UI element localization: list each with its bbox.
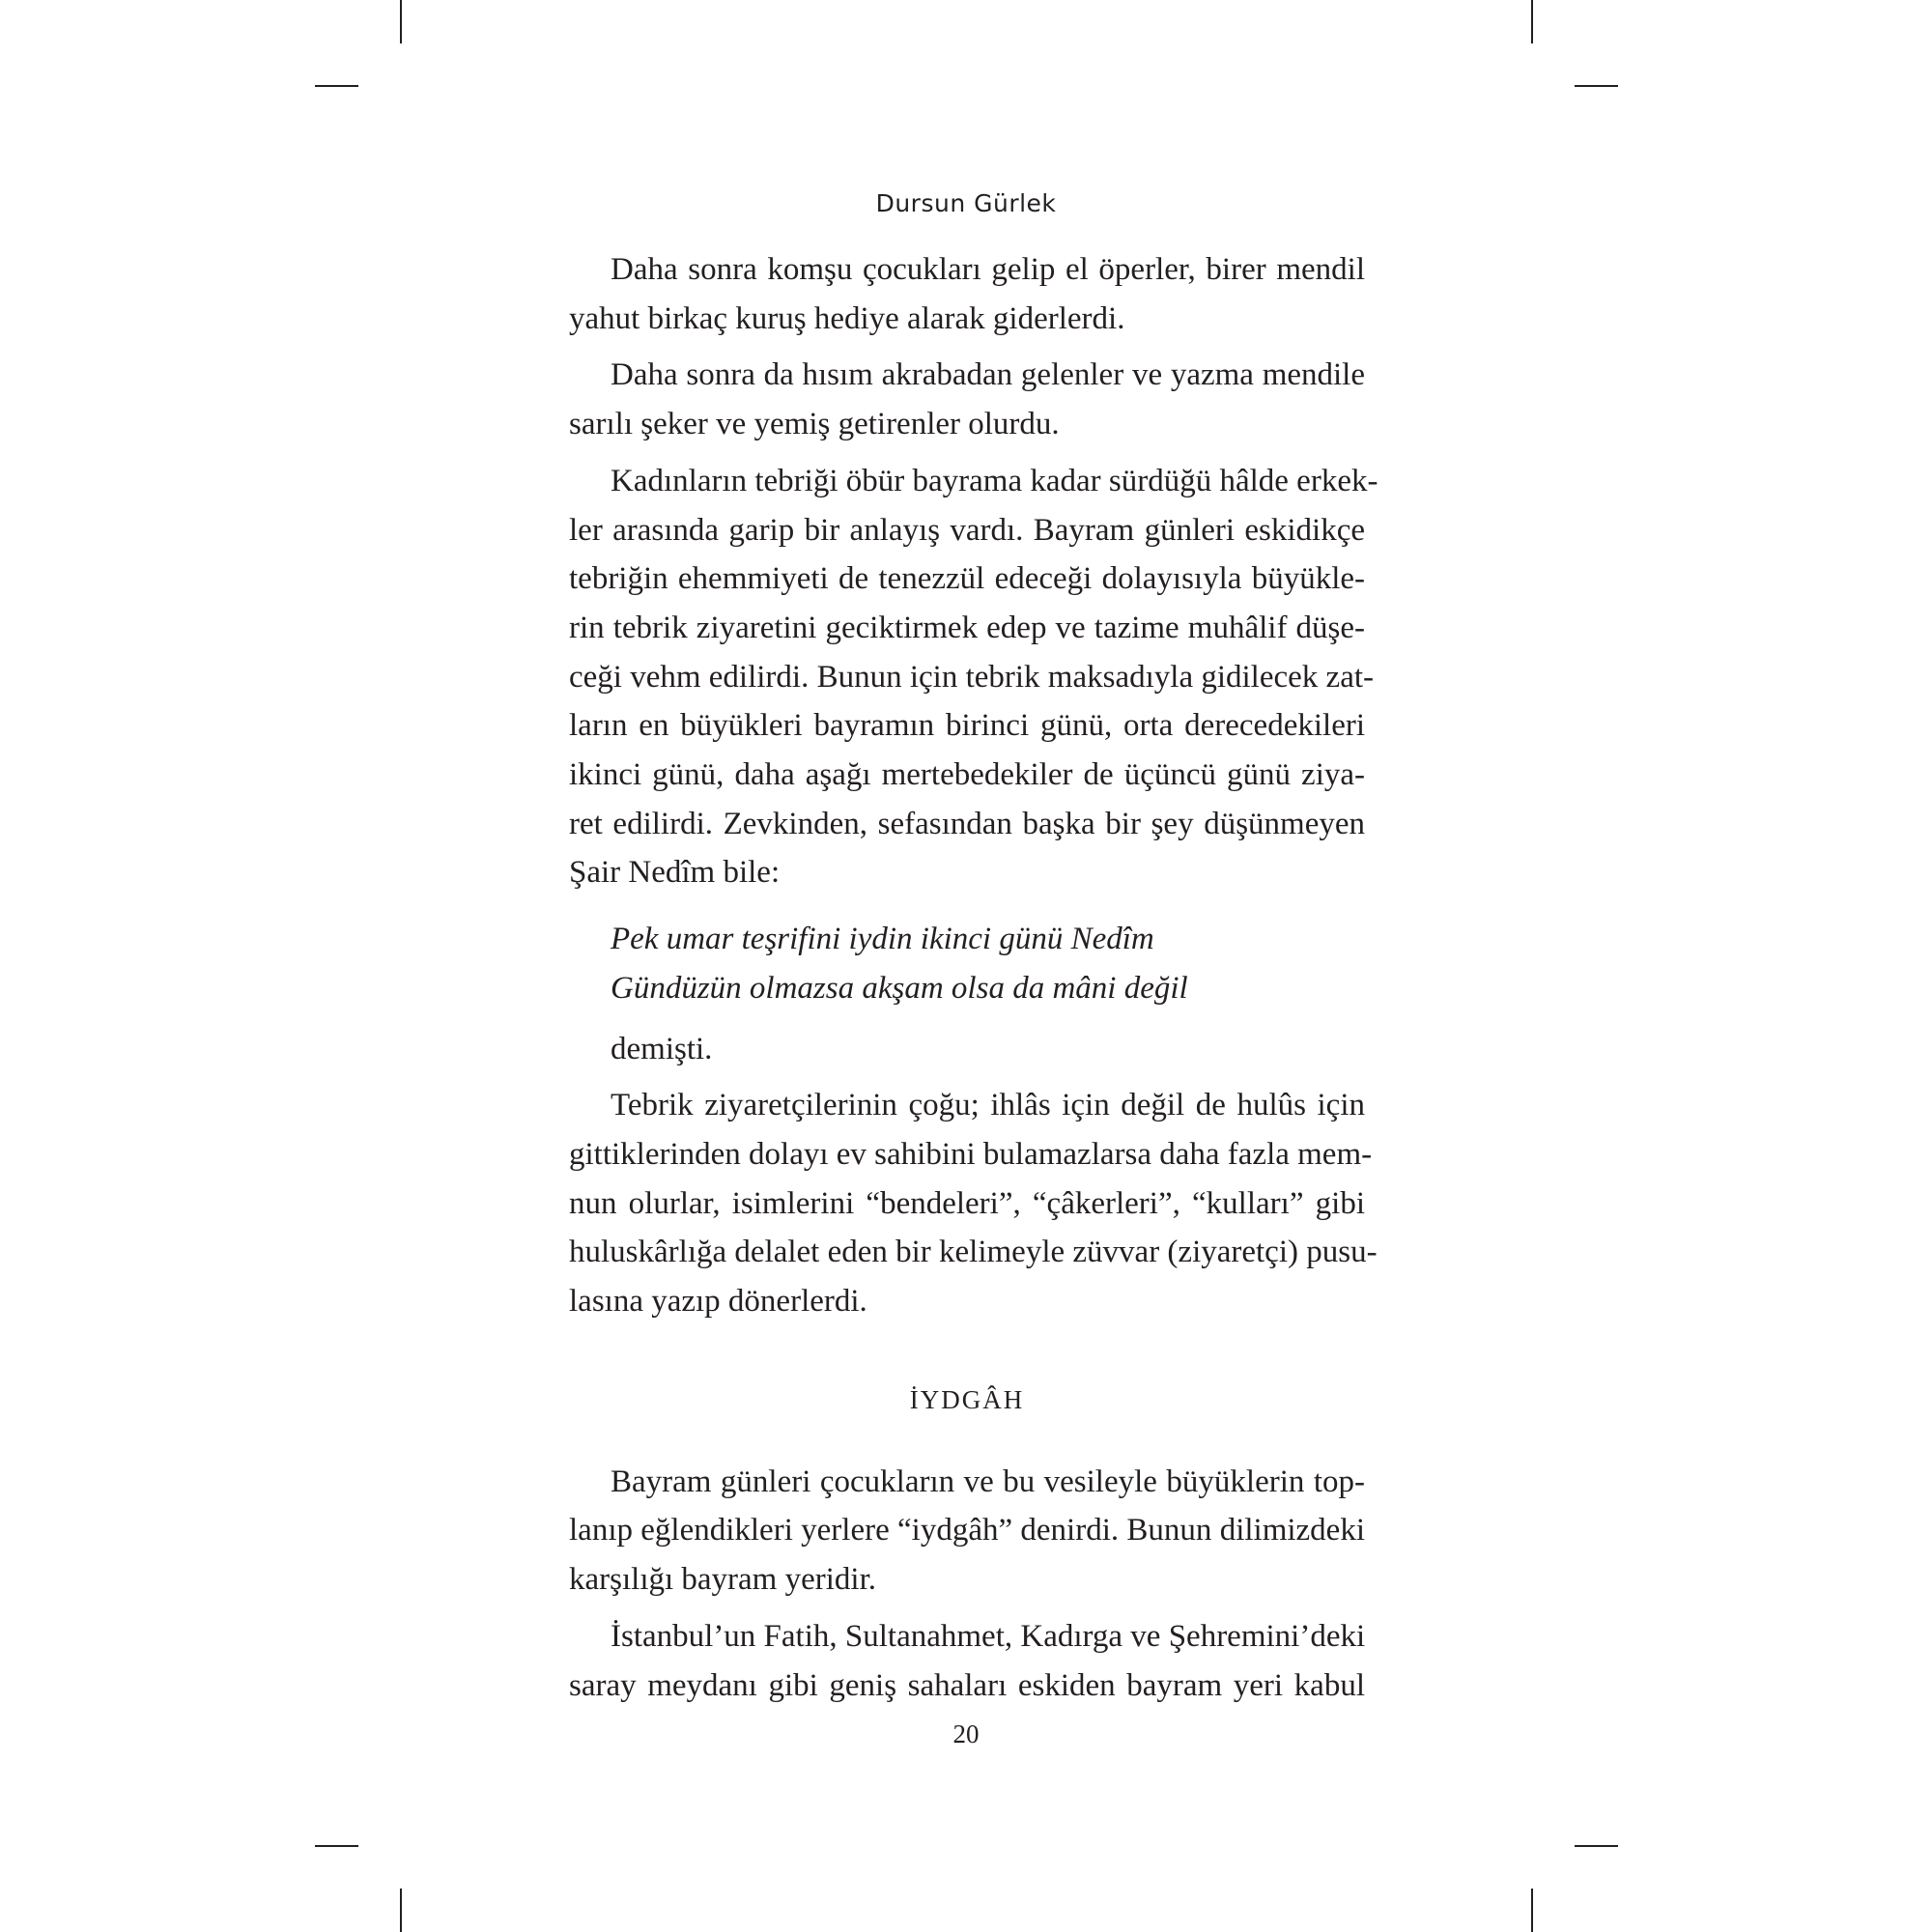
text-line: ların en büyükleri bayramın birinci günü, orta derecedekileri [569,708,1365,744]
crop-mark [315,85,358,87]
running-head-author: Dursun Gürlek [875,189,1057,217]
paragraph [569,1458,1365,1605]
text-line: Daha sonra da hısım akrabadan gelenler ve yazma mendile [611,357,1365,393]
text-line: Şair Nedîm bile: [569,855,781,891]
page-body [569,245,1378,1710]
text-line: lasına yazıp dönerlerdi. [569,1284,867,1320]
verse-continuation: demişti. [611,1031,713,1066]
text-line: ikinci günü, daha aşağı mertebedekiler de üçüncü günü ziya- [569,757,1365,793]
verse-line: Gündüzün olmazsa akşam olsa da mâni değil [611,970,1188,1006]
text-line: Tebrik ziyaretçilerinin çoğu; ihlâs için değil de hulûs için [611,1088,1365,1123]
text-line: ret edilirdi. Zevkinden, sefasından başka bir şey düşünmeyen [569,806,1365,841]
crop-mark [1575,85,1618,87]
text-line: İstanbul’un Fatih, Sultanahmet, Kadırga ve Şehremini’deki [611,1618,1366,1654]
paragraph [569,1081,1378,1326]
verse-quote [569,915,1365,1012]
text-line: lanıp eğlendikleri yerlere “iydgâh” denirdi. Bunun dilimizdeki [569,1513,1365,1548]
text-line: gittiklerinden dolayı ev sahibini bulamazlarsa daha fazla mem- [569,1136,1373,1172]
crop-mark [400,0,402,43]
verse-line: Pek umar teşrifini iydin ikinci günü Nedîm [611,922,1154,957]
text-line: Daha sonra komşu çocukları gelip el öperler, birer mendil [611,252,1365,287]
crop-mark [400,1889,402,1932]
text-line: Kadınların tebriği öbür bayrama kadar sürdüğü hâlde erkek- [611,463,1378,498]
section-heading: İYDGÂH [909,1384,1025,1414]
text-line: karşılığı bayram yeridir. [569,1562,876,1598]
paragraph [569,245,1365,343]
paragraph [569,351,1365,448]
text-line: ler arasında garip bir anlayış vardı. Bayram günleri eskidikçe [569,512,1365,548]
text-line: huluskârlığa delalet eden bir kelimeyle züvvar (ziyaretçi) pusu- [569,1235,1378,1270]
paragraph [569,1612,1365,1710]
text-line: nun olurlar, isimlerini “bendeleri”, “çâkerleri”, “kulları” gibi [569,1185,1365,1221]
crop-mark [1531,0,1533,43]
crop-mark [315,1845,358,1847]
text-line: sarılı şeker ve yemiş getirenler olurdu. [569,407,1060,442]
text-line: yahut birkaç kuruş hediye alarak giderlerdi. [569,300,1125,336]
crop-mark [1531,1889,1533,1932]
page-number: 20 [952,1719,980,1748]
paragraph [569,457,1378,897]
text-line: rin tebrik ziyaretini geciktirmek edep ve tazime muhâlif düşe- [569,610,1365,645]
text-line: tebriğin ehemmiyeti de tenezzül edeceği dolayısıyla büyükle- [569,561,1365,597]
text-line: Bayram günleri çocukların ve bu vesileyle büyüklerin top- [611,1463,1365,1499]
text-line: saray meydanı gibi geniş sahaları eskiden bayram yeri kabul [569,1667,1365,1703]
text-line: ceği vehm edilirdi. Bunun için tebrik maksadıyla gidilecek zat- [569,659,1374,695]
crop-mark [1575,1845,1618,1847]
